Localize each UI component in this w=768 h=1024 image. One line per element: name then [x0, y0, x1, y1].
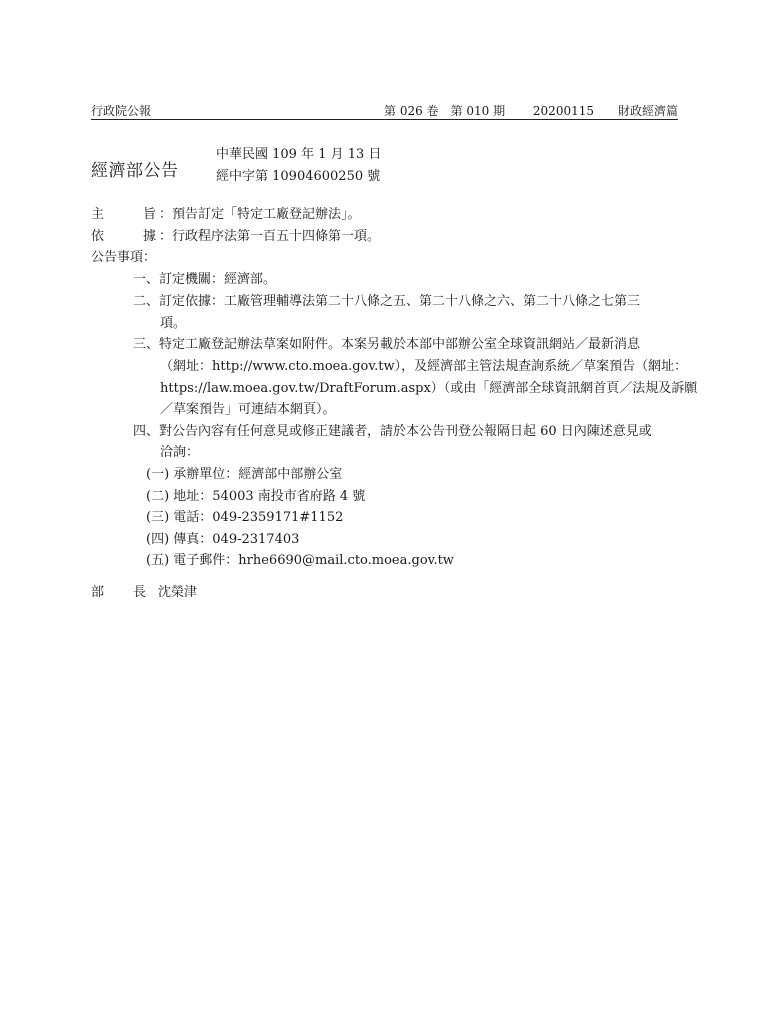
gazette-name: 行政院公報	[91, 104, 152, 118]
announcement-date: 中華民國 109 年 1 月 13 日	[216, 147, 382, 162]
document-number: 經中字第 10904600250 號	[216, 169, 381, 184]
minister-name: 沈榮津	[158, 585, 198, 600]
contact-phone: (三) 電話：049-2359171#1152	[146, 510, 344, 525]
issue-info: 第 026 卷 第 010 期 20200115 財政經濟篇	[384, 104, 678, 118]
minister-title-char-1: 部	[91, 585, 105, 600]
contact-unit: (一) 承辦單位：經濟部中部辦公室	[146, 467, 343, 482]
basis-line	[91, 229, 380, 245]
contact-fax: (四) 傳真：049-2317403	[146, 532, 300, 547]
subject-label-char-2: 旨	[143, 207, 157, 222]
basis-label-char-2: 據	[143, 229, 157, 244]
subject-label-char-1: 主	[91, 207, 105, 222]
item-3-line-3: https://law.moea.gov.tw/DraftForum.aspx）（或由「經濟部全球資訊網首頁／法規及訴願	[160, 381, 698, 396]
basis-label-char-1: 依	[91, 229, 105, 244]
matters-label: 公告事項：	[91, 250, 157, 265]
contact-address: (二) 地址：54003 南投市省府路 4 號	[146, 489, 366, 504]
subject-line	[91, 207, 361, 223]
subject-label	[91, 207, 159, 223]
basis-text: ：行政程序法第一百五十四條第一項。	[159, 229, 381, 244]
item-4-line-1: 四、對公告內容有任何意見或修正建議者，請於本公告刊登公報隔日起 60 日內陳述意見或	[133, 424, 652, 439]
subject-text: ：預告訂定「特定工廠登記辦法」。	[159, 207, 361, 222]
minister-title-char-2: 長	[133, 585, 147, 600]
item-2-line-1: 二、訂定依據：工廠管理輔導法第二十八條之五、第二十八條之六、第二十八條之七第三	[133, 294, 641, 309]
contact-email: (五) 電子郵件：hrhe6690@mail.cto.moea.gov.tw	[146, 553, 454, 568]
item-1-line-1: 一、訂定機關：經濟部。	[133, 272, 277, 287]
gazette-header	[91, 102, 678, 120]
minister-signature	[91, 585, 197, 601]
item-3-line-1: 三、特定工廠登記辦法草案如附件。本案另載於本部中部辦公室全球資訊網站／最新消息	[133, 337, 641, 352]
announcement-title: 經濟部公告	[91, 161, 179, 181]
item-3-line-2: （網址：http://www.cto.moea.gov.tw），及經濟部主管法規查詢系統／草案預告（網址：	[160, 359, 688, 374]
basis-label	[91, 229, 159, 245]
item-3-line-4: ／草案預告」可連結本網頁）。	[160, 402, 336, 417]
item-4-line-2: 洽詢：	[160, 445, 200, 460]
item-2-line-2: 項。	[160, 316, 187, 331]
